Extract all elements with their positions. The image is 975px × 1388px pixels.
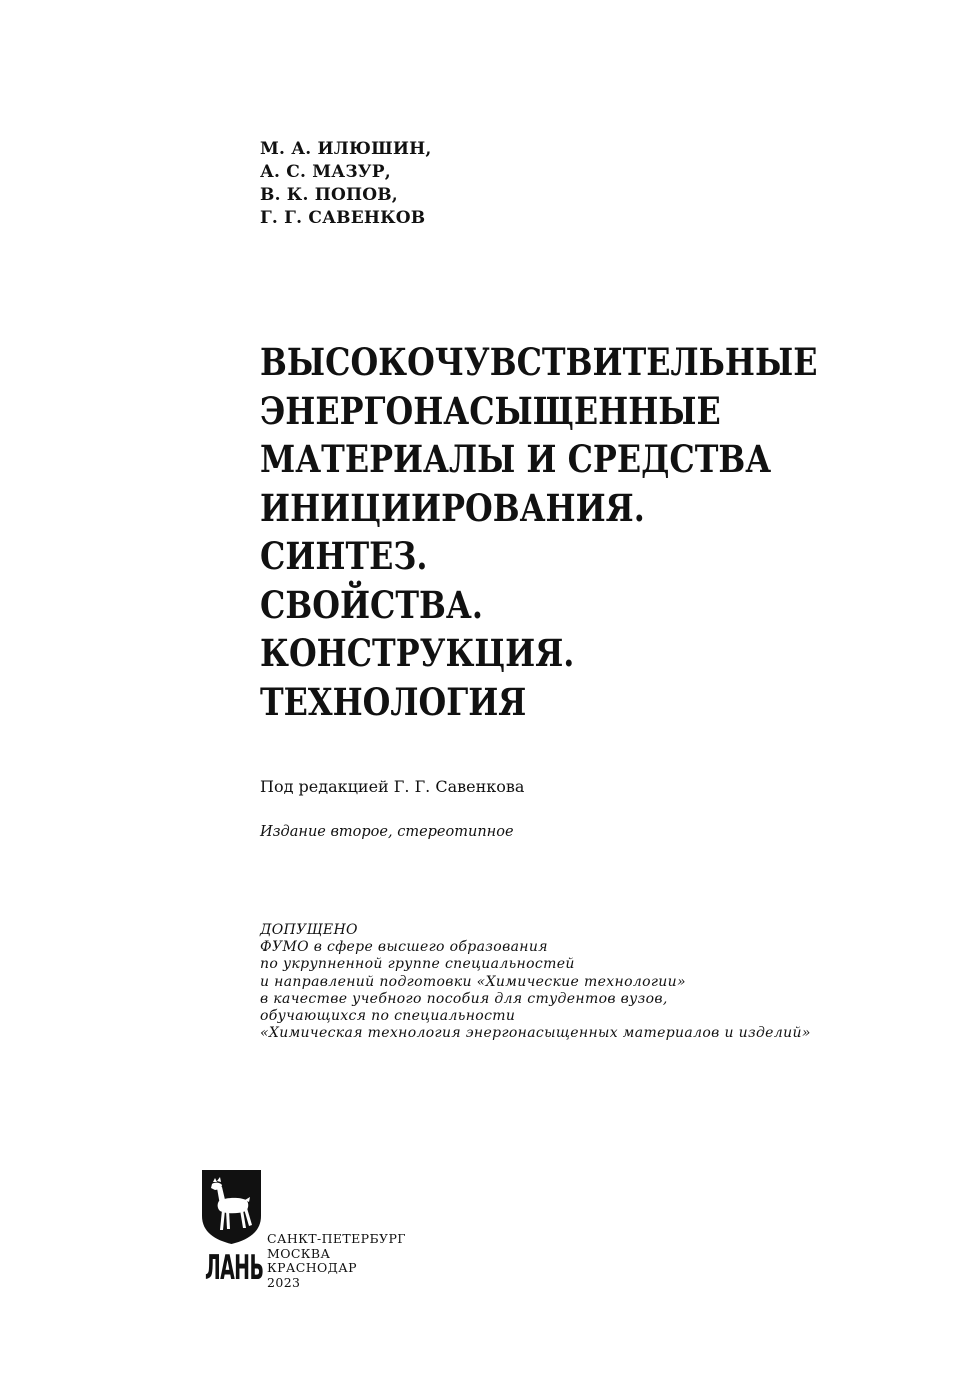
imprint-city: САНКТ-ПЕТЕРБУРГ <box>267 1231 406 1246</box>
title-line: ВЫСОКОЧУВСТВИТЕЛЬНЫЕ <box>260 340 818 384</box>
book-title <box>260 338 908 726</box>
title-line: ИНИЦИИРОВАНИЯ. <box>260 485 645 530</box>
imprint-year: 2023 <box>267 1274 301 1290</box>
title-line: СИНТЕЗ. <box>260 534 428 578</box>
imprint-city: КРАСНОДАР <box>267 1260 357 1275</box>
author-name: Г. Г. САВЕНКОВ <box>260 208 426 228</box>
editor-line: Под редакцией Г. Г. Савенкова <box>260 777 525 796</box>
approval-line: по укрупненной группе специальностей <box>260 956 575 973</box>
author-name: А. С. МАЗУР, <box>260 162 391 182</box>
approval-line: ФУМО в сфере высшего образования <box>260 939 548 956</box>
imprint-block <box>267 1232 406 1290</box>
imprint-city: МОСКВА <box>267 1245 331 1261</box>
authors-block <box>260 138 432 230</box>
approval-line: обучающихся по специальности <box>260 1008 516 1025</box>
author-name: М. А. ИЛЮШИН, <box>260 139 432 159</box>
title-line: КОНСТРУКЦИЯ. <box>260 631 575 675</box>
approval-line: и направлений подготовки «Химические технологии» <box>260 973 686 990</box>
publisher-logo-word: ЛАНЬ <box>205 1248 264 1288</box>
approval-line: в качестве учебного пособия для студентов вузов, <box>260 990 668 1007</box>
edition-line: Издание второе, стереотипное <box>260 824 514 840</box>
title-line: ТЕХНОЛОГИЯ <box>260 679 527 724</box>
title-line: МАТЕРИАЛЫ И СРЕДСТВА <box>260 437 772 481</box>
approval-line: «Химическая технология энергонасыщенных материалов и изделий» <box>260 1025 811 1042</box>
title-line: ЭНЕРГОНАСЫЩЕННЫЕ <box>260 388 721 433</box>
approval-line: ДОПУЩЕНО <box>260 922 358 938</box>
author-name: В. К. ПОПОВ, <box>260 185 398 205</box>
title-line: СВОЙСТВА. <box>260 582 483 627</box>
approval-block <box>260 922 811 1042</box>
